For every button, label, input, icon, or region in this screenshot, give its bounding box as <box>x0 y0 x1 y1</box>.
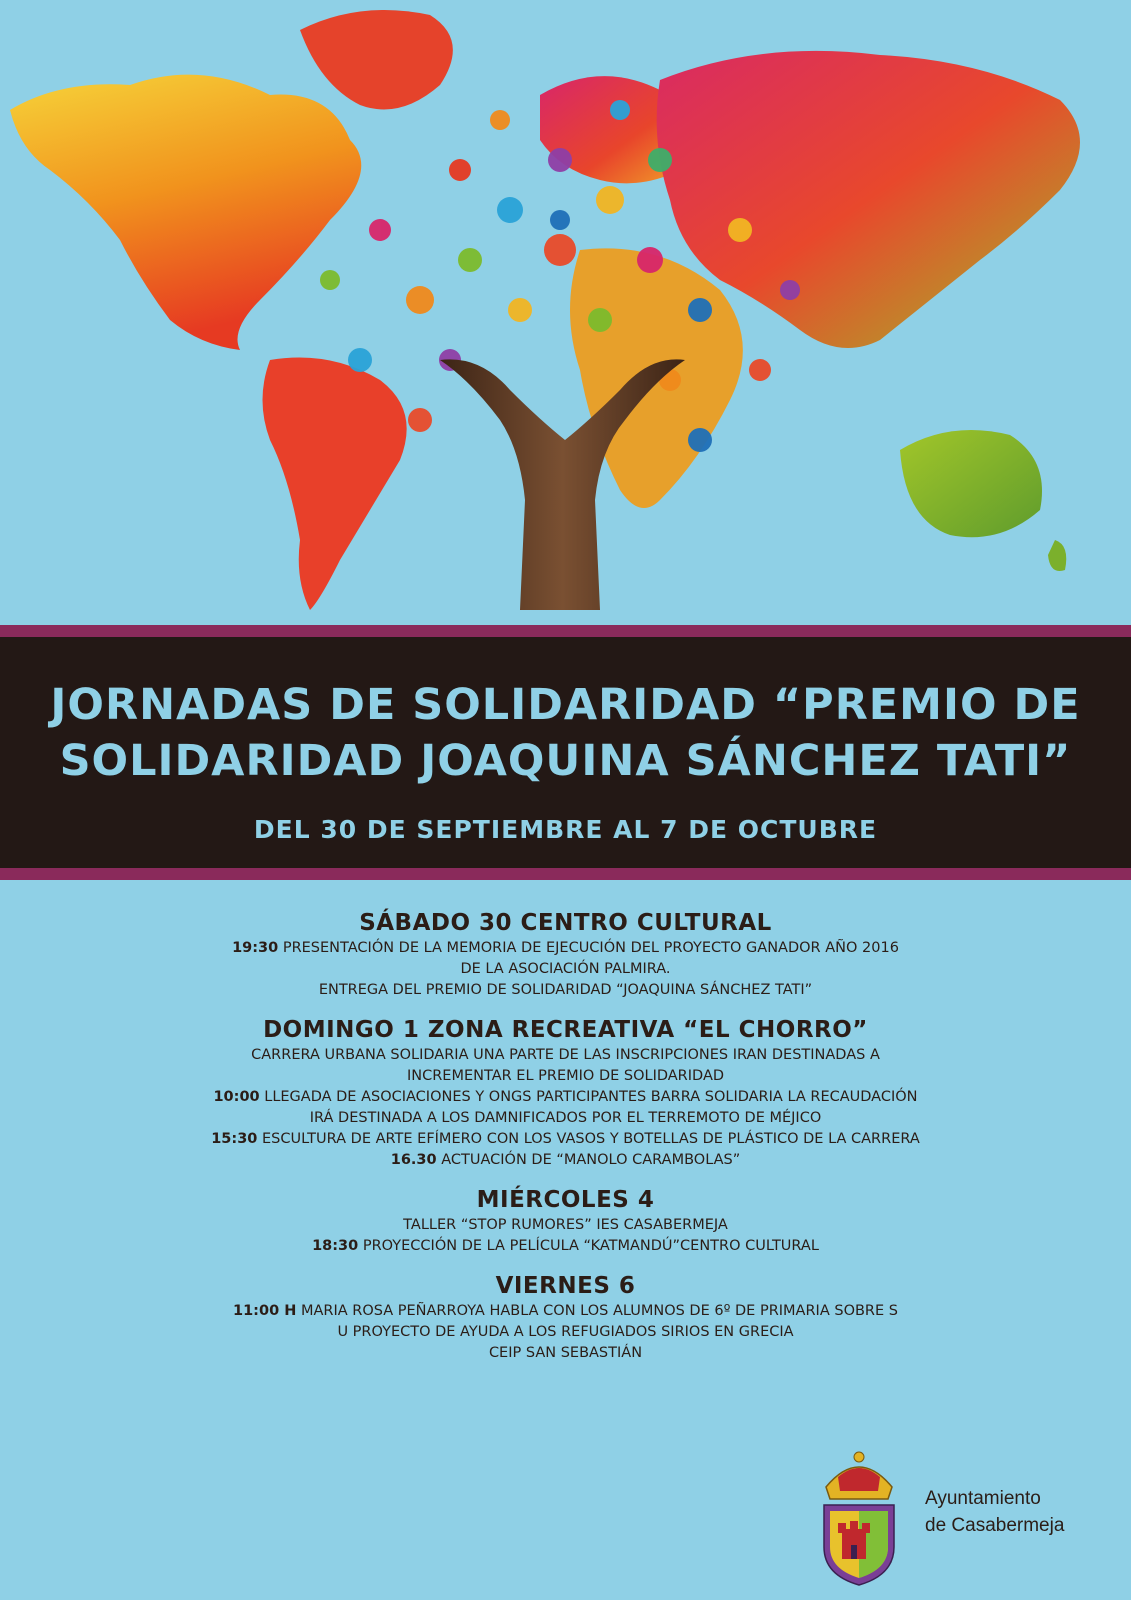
program-line <box>40 1108 1091 1129</box>
program-time: 10:00 <box>213 1089 260 1105</box>
event-dates: DEL 30 DE SEPTIEMBRE AL 7 DE OCTUBRE <box>253 815 878 844</box>
program-text: ESCULTURA DE ARTE EFÍMERO CON LOS VASOS Y BOTELLAS DE PLÁSTICO DE LA CARRERA <box>257 1131 920 1147</box>
program-time: 19:30 <box>232 940 279 956</box>
organizer-line-1: Ayuntamiento <box>925 1488 1041 1509</box>
program-time: 11:00 H <box>233 1303 297 1319</box>
program-day-title: SÁBADO 30 CENTRO CULTURAL <box>359 910 772 936</box>
program-time: 18:30 <box>312 1238 359 1254</box>
organizer-line-2: de Casabermeja <box>925 1515 1065 1536</box>
program-text: PRESENTACIÓN DE LA MEMORIA DE EJECUCIÓN DEL PROYECTO GANADOR AÑO 2016 <box>278 940 899 956</box>
program-line <box>40 1045 1091 1066</box>
program-text: CARRERA URBANA SOLIDARIA UNA PARTE DE LAS INSCRIPCIONES IRAN DESTINADAS A <box>251 1047 880 1063</box>
program-day-title: DOMINGO 1 ZONA RECREATIVA “EL CHORRO” <box>263 1017 868 1043</box>
coat-of-arms-icon <box>818 1447 900 1587</box>
world-map-tree-illustration <box>0 0 1131 625</box>
program-text: ENTREGA DEL PREMIO DE SOLIDARIDAD “JOAQUINA SÁNCHEZ TATI” <box>318 982 813 998</box>
program-schedule <box>40 908 1091 1378</box>
program-line <box>40 1150 1091 1171</box>
program-line <box>40 959 1091 980</box>
program-time: 16.30 <box>390 1152 437 1168</box>
program-time: 15:30 <box>211 1131 258 1147</box>
program-line <box>40 938 1091 959</box>
program-day <box>40 1015 1091 1171</box>
program-line <box>40 1087 1091 1108</box>
program-line <box>40 1215 1091 1236</box>
program-day <box>40 1271 1091 1364</box>
program-line <box>40 1129 1091 1150</box>
title-line-2: SOLIDARIDAD JOAQUINA SÁNCHEZ TATI” <box>59 736 1072 786</box>
program-line <box>40 1301 1091 1322</box>
program-line <box>40 1343 1091 1364</box>
program-text: IRÁ DESTINADA A LOS DAMNIFICADOS POR EL TERREMOTO DE MÉJICO <box>309 1110 822 1126</box>
title-banner <box>0 625 1131 880</box>
program-day-title: MIÉRCOLES 4 <box>476 1187 655 1213</box>
program-text: DE LA ASOCIACIÓN PALMIRA. <box>460 961 671 977</box>
program-text: LLEGADA DE ASOCIACIONES Y ONGS PARTICIPANTES BARRA SOLIDARIA LA RECAUDACIÓN <box>259 1089 918 1105</box>
program-day-title: VIERNES 6 <box>495 1273 636 1299</box>
poster-title <box>20 677 1111 789</box>
program-text: CEIP SAN SEBASTIÁN <box>488 1345 643 1361</box>
program-line <box>40 1066 1091 1087</box>
program-text: INCREMENTAR EL PREMIO DE SOLIDARIDAD <box>406 1068 725 1084</box>
program-line <box>40 1236 1091 1257</box>
program-line <box>40 980 1091 1001</box>
program-day <box>40 1185 1091 1257</box>
program-text: PROYECCIÓN DE LA PELÍCULA “KATMANDÚ”CENTRO CULTURAL <box>358 1238 819 1254</box>
title-line-1: JORNADAS DE SOLIDARIDAD “PREMIO DE <box>50 680 1081 730</box>
program-text: TALLER “STOP RUMORES” IES CASABERMEJA <box>403 1217 728 1233</box>
program-text: ACTUACIÓN DE “MANOLO CARAMBOLAS” <box>436 1152 741 1168</box>
program-line <box>40 1322 1091 1343</box>
program-text: U PROYECTO DE AYUDA A LOS REFUGIADOS SIRIOS EN GRECIA <box>337 1324 794 1340</box>
organizer-name <box>925 1485 1064 1539</box>
program-day <box>40 908 1091 1001</box>
program-text: MARIA ROSA PEÑARROYA HABLA CON LOS ALUMNOS DE 6º DE PRIMARIA SOBRE S <box>296 1303 898 1319</box>
